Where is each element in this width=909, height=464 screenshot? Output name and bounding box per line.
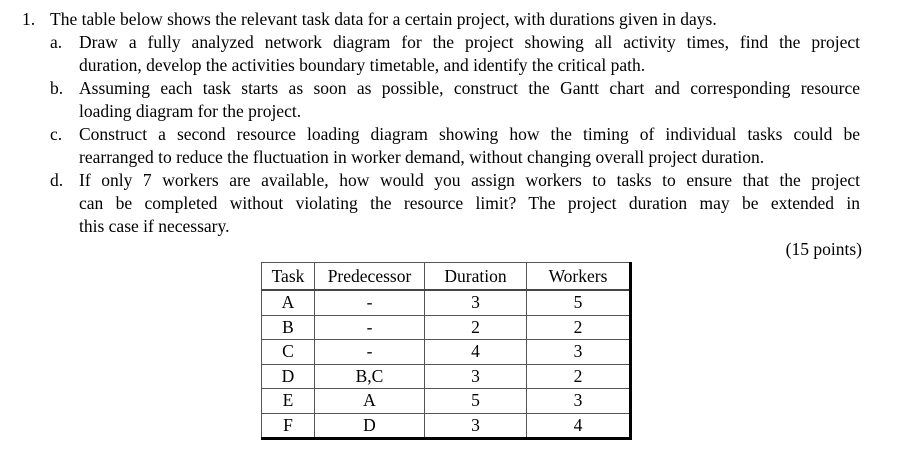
points-label: (15 points) bbox=[785, 239, 862, 259]
header-task: Task bbox=[262, 263, 315, 291]
table-header-row bbox=[262, 263, 631, 291]
task-table bbox=[261, 262, 632, 440]
cell-predecessor: - bbox=[315, 290, 425, 315]
cell-duration: 3 bbox=[425, 290, 527, 315]
part-label: b. bbox=[50, 78, 64, 98]
cell-task: F bbox=[262, 413, 315, 439]
intro-line bbox=[22, 8, 862, 31]
table-row bbox=[262, 340, 631, 365]
part-line bbox=[22, 100, 862, 123]
part-label: a. bbox=[50, 32, 63, 52]
cell-workers: 4 bbox=[527, 413, 631, 439]
part-text: Construct a second resource loading diagram showing how the timing of individual tasks could be bbox=[79, 124, 860, 144]
table-row bbox=[262, 389, 631, 414]
cell-task: C bbox=[262, 340, 315, 365]
part-text: this case if necessary. bbox=[79, 216, 230, 236]
part-text: duration, develop the activities boundary timetable, and identify the critical path. bbox=[79, 55, 646, 75]
part-text: rearranged to reduce the fluctuation in worker demand, without changing overall project duration. bbox=[79, 147, 765, 167]
part-label: d. bbox=[50, 170, 64, 190]
points-line bbox=[22, 238, 862, 261]
part-line bbox=[22, 215, 862, 238]
question-intro: The table below shows the relevant task data for a certain project, with durations given in days. bbox=[50, 9, 717, 29]
cell-duration: 2 bbox=[425, 315, 527, 340]
part-text: loading diagram for the project. bbox=[79, 101, 302, 121]
header-duration: Duration bbox=[425, 263, 527, 291]
question-number: 1. bbox=[22, 9, 36, 29]
part-line bbox=[22, 192, 862, 215]
cell-duration: 5 bbox=[425, 389, 527, 414]
table-row bbox=[262, 413, 631, 439]
cell-workers: 2 bbox=[527, 315, 631, 340]
cell-workers: 2 bbox=[527, 364, 631, 389]
cell-predecessor: B,C bbox=[315, 364, 425, 389]
question-block bbox=[22, 8, 862, 261]
part-line bbox=[22, 169, 862, 192]
cell-predecessor: - bbox=[315, 340, 425, 365]
part-text: can be completed without violating the resource limit? The project duration may be extended in bbox=[79, 193, 860, 213]
cell-duration: 3 bbox=[425, 413, 527, 439]
cell-duration: 4 bbox=[425, 340, 527, 365]
cell-task: A bbox=[262, 290, 315, 315]
part-line bbox=[22, 77, 862, 100]
part-text: If only 7 workers are available, how would you assign workers to tasks to ensure that the project bbox=[79, 170, 860, 190]
cell-predecessor: D bbox=[315, 413, 425, 439]
cell-workers: 3 bbox=[527, 389, 631, 414]
table-row bbox=[262, 290, 631, 315]
cell-predecessor: A bbox=[315, 389, 425, 414]
part-line bbox=[22, 123, 862, 146]
question-parts bbox=[22, 31, 862, 238]
part-text: Assuming each task starts as soon as possible, construct the Gantt chart and corresponding resource bbox=[79, 78, 860, 98]
part-label: c. bbox=[50, 124, 63, 144]
part-text: Draw a fully analyzed network diagram for the project showing all activity times, find the project bbox=[79, 32, 860, 52]
header-predecessor: Predecessor bbox=[315, 263, 425, 291]
cell-workers: 3 bbox=[527, 340, 631, 365]
cell-workers: 5 bbox=[527, 290, 631, 315]
cell-task: D bbox=[262, 364, 315, 389]
part-line bbox=[22, 31, 862, 54]
cell-task: E bbox=[262, 389, 315, 414]
cell-task: B bbox=[262, 315, 315, 340]
table-row bbox=[262, 364, 631, 389]
cell-duration: 3 bbox=[425, 364, 527, 389]
cell-predecessor: - bbox=[315, 315, 425, 340]
part-line bbox=[22, 146, 862, 169]
header-workers: Workers bbox=[527, 263, 631, 291]
part-line bbox=[22, 54, 862, 77]
table-row bbox=[262, 315, 631, 340]
